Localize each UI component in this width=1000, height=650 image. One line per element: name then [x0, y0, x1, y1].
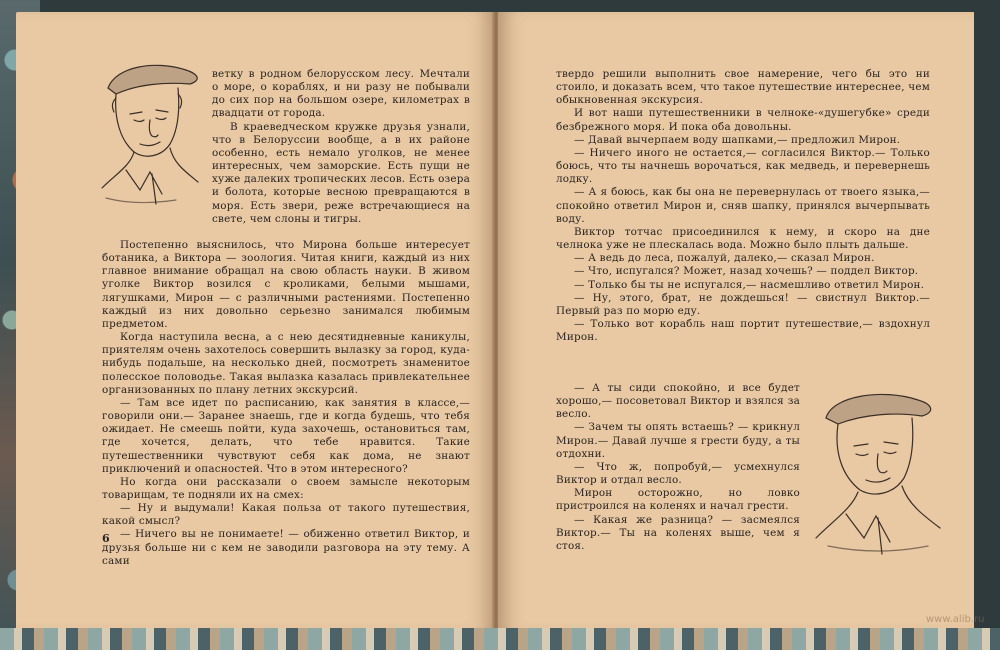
paragraph: — А я боюсь, как бы она не перевернулась от твоего языка,— спокойно ответил Мирон и, сняв шапку, принялся вычерпывать воду. [556, 186, 930, 225]
paragraph: И вот наши путешественники в челноке-«душегубке» среди безбрежного моря. И пока оба довольны. [556, 107, 930, 133]
paragraph: — Давай вычерпаем воду шапками,— предложил Мирон. [574, 133, 901, 146]
paragraph: — Там все идет по расписанию, как занятия в классе,— говорили они.— Заранее знаешь, где и когда будешь, что тебя ожидает. Не смеешь пойти, куда захочешь, остановиться там, где хочется, делать, что тебе нравится. Такие путешественники чувствуют себя как дома, не знают приключений и опасностей. Что в этом интересного? [102, 396, 470, 475]
paragraph: — Ничего вы не понимаете! — обиженно ответил Виктор, и друзья больше ни с кем не заводили разговора на эту тему. А сами [102, 528, 470, 567]
paragraph: Виктор тотчас присоединился к нему, и скоро на дне челнока уже не плескалась вода. Можно было плыть дальше. [556, 225, 930, 252]
paragraph: — Ну, этого, брат, не дождешься! — свистнул Виктор.— Первый раз по морю еду. [556, 291, 930, 317]
paragraph: — А ведь до леса, пожалуй, далеко,— сказал Мирон. [574, 252, 875, 265]
paragraph: — Только вот корабль наш портит путешествие,— вздохнул Мирон. [556, 317, 930, 344]
paragraph: — Только бы ты не испугался,— насмешливо ответил Мирон. [574, 278, 925, 291]
paragraph: — Зачем ты опять встаешь? — крикнул Мирон.— Давай лучше я грести буду, а ты отдохни. [556, 421, 800, 460]
page-number: 6 [102, 532, 110, 545]
paragraph: — А ты сиди спокойно, и все будет хорошо,— посоветовал Виктор и взялся за весло. [556, 382, 800, 421]
right-page [498, 12, 985, 632]
paragraph: — Что ж, попробуй,— усмехнулся Виктор и отдал весло. [556, 460, 800, 487]
paragraph: Постепенно выяснилось, что Мирона больше интересует ботаника, а Виктора — зоология. Читая книги, каждый из них главное внимание обращал на свою область науки. В живом уголке Виктор возился с кроликами, белыми мышами, лягушками, Мирон — с различными растениями. Постепенно каждый из них довольно серьезно занимался любимым предметом. [102, 239, 470, 330]
boy-portrait-right-illustration [798, 374, 948, 560]
paragraph: Мирон осторожно, но ловко пристроился на коленях и начал грести. [556, 487, 800, 513]
boy-portrait-left-illustration [86, 48, 206, 218]
left-main-text-block [102, 239, 470, 568]
left-page [16, 12, 494, 632]
right-side-text-block [556, 382, 800, 553]
paragraph: Но когда они рассказали о своем замысле некоторым товарищам, те подняли их на смех: [102, 475, 470, 501]
paragraph: ветку в родном белорусском лесу. Мечтали о море, о кораблях, и ни разу не побывали до сих пор на большом озере, километрах в двадцати от города. [212, 68, 470, 120]
right-top-text-block [556, 68, 930, 344]
paragraph: — Какая же разница? — засмеялся Виктор.— Ты на коленях выше, чем я стоя. [556, 513, 800, 552]
paragraph: В краеведческом кружке друзья узнали, что в Белоруссии вообще, а в их районе особенно, есть немало уголков, не менее интересных, чем заморские. Есть пущи не хуже далеких тропических лесов. Есть озера и болота, которые весною превращаются в моря. Есть звери, реже встречающиеся на свете, чем слоны и тигры. [212, 120, 470, 225]
book-cover-edge-bottom [0, 628, 1000, 650]
paragraph: — Ничего иного не остается,— согласился Виктор.— Только боюсь, что ты начнешь ворочаться, как медведь, и перевернешь лодку. [556, 146, 930, 186]
watermark: www.alib.ru [926, 614, 985, 625]
paragraph: — Что, испугался? Может, назад хочешь? — поддел Виктор. [574, 265, 919, 278]
paragraph: Когда наступила весна, а с нею десятидневные каникулы, приятелям очень захотелось совершить вылазку за город, куда-нибудь подальше, на несколько дней, посмотреть знаменитое полесское половодье. Такая вылазка казалась привлекательнее организованных по плану летних экскурсий. [102, 331, 470, 396]
paragraph: — Ну и выдумали! Какая польза от такого путешествия, какой смысл? [102, 502, 470, 528]
paragraph: твердо решили выполнить свое намерение, чего бы это ни стоило, и доказать всем, что такое путешествие интереснее, чем обыкновенная экскурсия. [556, 68, 930, 107]
left-top-text-block [212, 68, 470, 226]
